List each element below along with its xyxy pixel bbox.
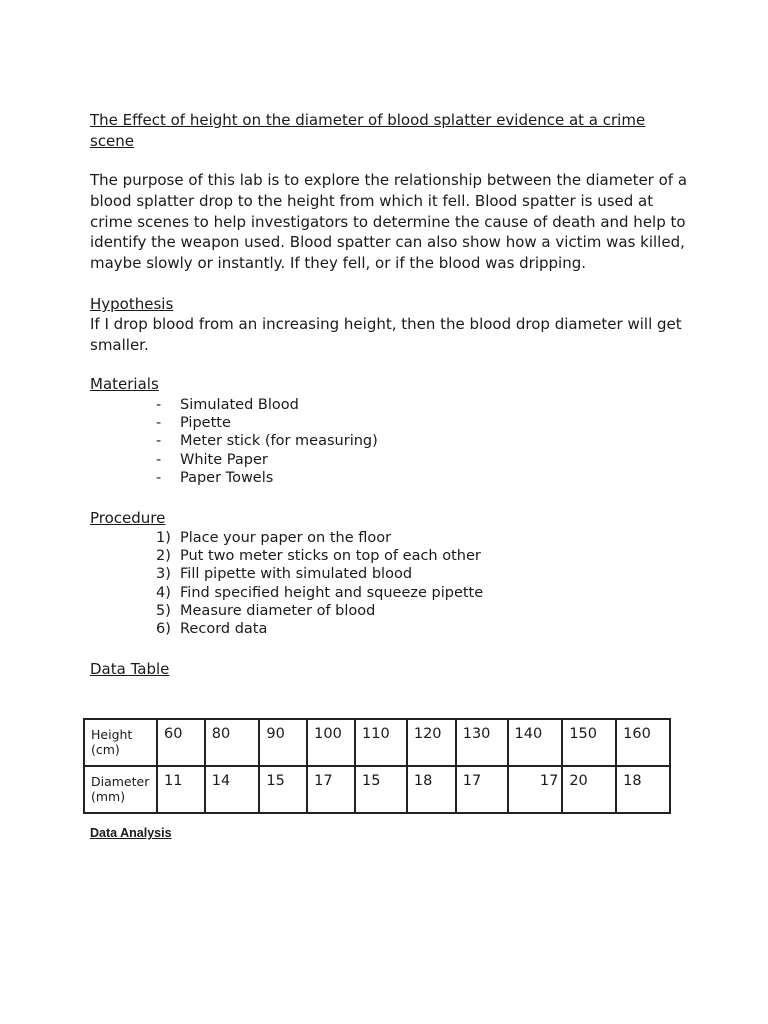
table-cell: 18 — [407, 766, 456, 813]
material-label: Paper Towels — [180, 469, 274, 486]
list-item — [156, 602, 483, 620]
table-row — [84, 719, 670, 766]
table-cell: 11 — [157, 766, 205, 813]
table-cell: 150 — [562, 719, 616, 766]
step-number: 2) — [156, 548, 171, 565]
list-item — [156, 451, 378, 469]
material-label: Pipette — [180, 415, 231, 432]
step-number: 3) — [156, 566, 171, 583]
hypothesis-heading: Hypothesis — [90, 295, 174, 313]
hypothesis-text: If I drop blood from an increasing height, then the blood drop diameter will get smaller. — [90, 315, 682, 354]
bullet-dash: - — [156, 433, 162, 450]
table-cell: 120 — [407, 719, 456, 766]
table-cell: 18 — [616, 766, 670, 813]
material-label: Meter stick (for measuring) — [180, 433, 378, 450]
step-label: Record data — [180, 621, 268, 638]
table-cell: 160 — [616, 719, 670, 766]
table-cell: 15 — [355, 766, 407, 813]
material-label: White Paper — [180, 451, 268, 468]
step-number: 6) — [156, 621, 171, 638]
table-cell: 17 — [456, 766, 508, 813]
step-number: 4) — [156, 584, 171, 601]
step-label: Put two meter sticks on top of each other — [180, 548, 481, 565]
data-analysis-heading: Data Analysis — [90, 826, 172, 840]
list-item — [156, 529, 483, 547]
step-label: Fill pipette with simulated blood — [180, 566, 413, 583]
step-label: Measure diameter of blood — [180, 602, 376, 619]
list-item — [156, 396, 378, 414]
step-number: 1) — [156, 530, 171, 546]
document-title: The Effect of height on the diameter of blood splatter evidence at a crime scene — [90, 111, 646, 150]
table-cell: 14 — [205, 766, 260, 813]
procedure-list — [156, 529, 483, 638]
list-item — [156, 620, 483, 638]
table-cell: 20 — [562, 766, 616, 813]
bullet-dash: - — [156, 415, 162, 432]
data-table — [83, 718, 671, 814]
table-cell: 17 — [508, 766, 563, 813]
materials-heading: Materials — [90, 375, 159, 393]
procedure-heading: Procedure — [90, 509, 166, 527]
table-cell: 90 — [259, 719, 307, 766]
bullet-dash: - — [156, 469, 162, 486]
table-cell: 80 — [205, 719, 260, 766]
list-item — [156, 469, 378, 487]
step-number: 5) — [156, 602, 171, 619]
row-header-diameter: Diameter (mm) — [84, 766, 157, 813]
list-item — [156, 547, 483, 565]
table-cell: 140 — [508, 719, 563, 766]
data-table-heading: Data Table — [90, 660, 170, 678]
table-cell: 110 — [355, 719, 407, 766]
list-item — [156, 565, 483, 583]
bullet-dash: - — [156, 451, 162, 468]
table-cell: 60 — [157, 719, 205, 766]
table-cell: 17 — [307, 766, 355, 813]
material-label: Simulated Blood — [180, 397, 299, 413]
list-item — [156, 432, 378, 450]
step-label: Place your paper on the floor — [180, 530, 392, 546]
materials-list — [156, 396, 378, 487]
row-header-height: Height (cm) — [84, 719, 157, 766]
list-item — [156, 584, 483, 602]
table-cell: 100 — [307, 719, 355, 766]
intro-paragraph: The purpose of this lab is to explore the relationship between the diameter of a blood splatter drop to the height from which it fell. Blood spatter is used at crime scenes to help investigators to determine the cause of death and help to identify the weapon used. Blood spatter can also show how a victim was killed, maybe slowly or instantly. If they fell, or if the blood was dripping. — [90, 171, 688, 273]
table-cell: 15 — [259, 766, 307, 813]
step-label: Find specified height and squeeze pipette — [180, 584, 484, 601]
list-item — [156, 414, 378, 432]
table-row — [84, 766, 670, 813]
table-cell: 130 — [456, 719, 508, 766]
bullet-dash: - — [156, 397, 162, 413]
